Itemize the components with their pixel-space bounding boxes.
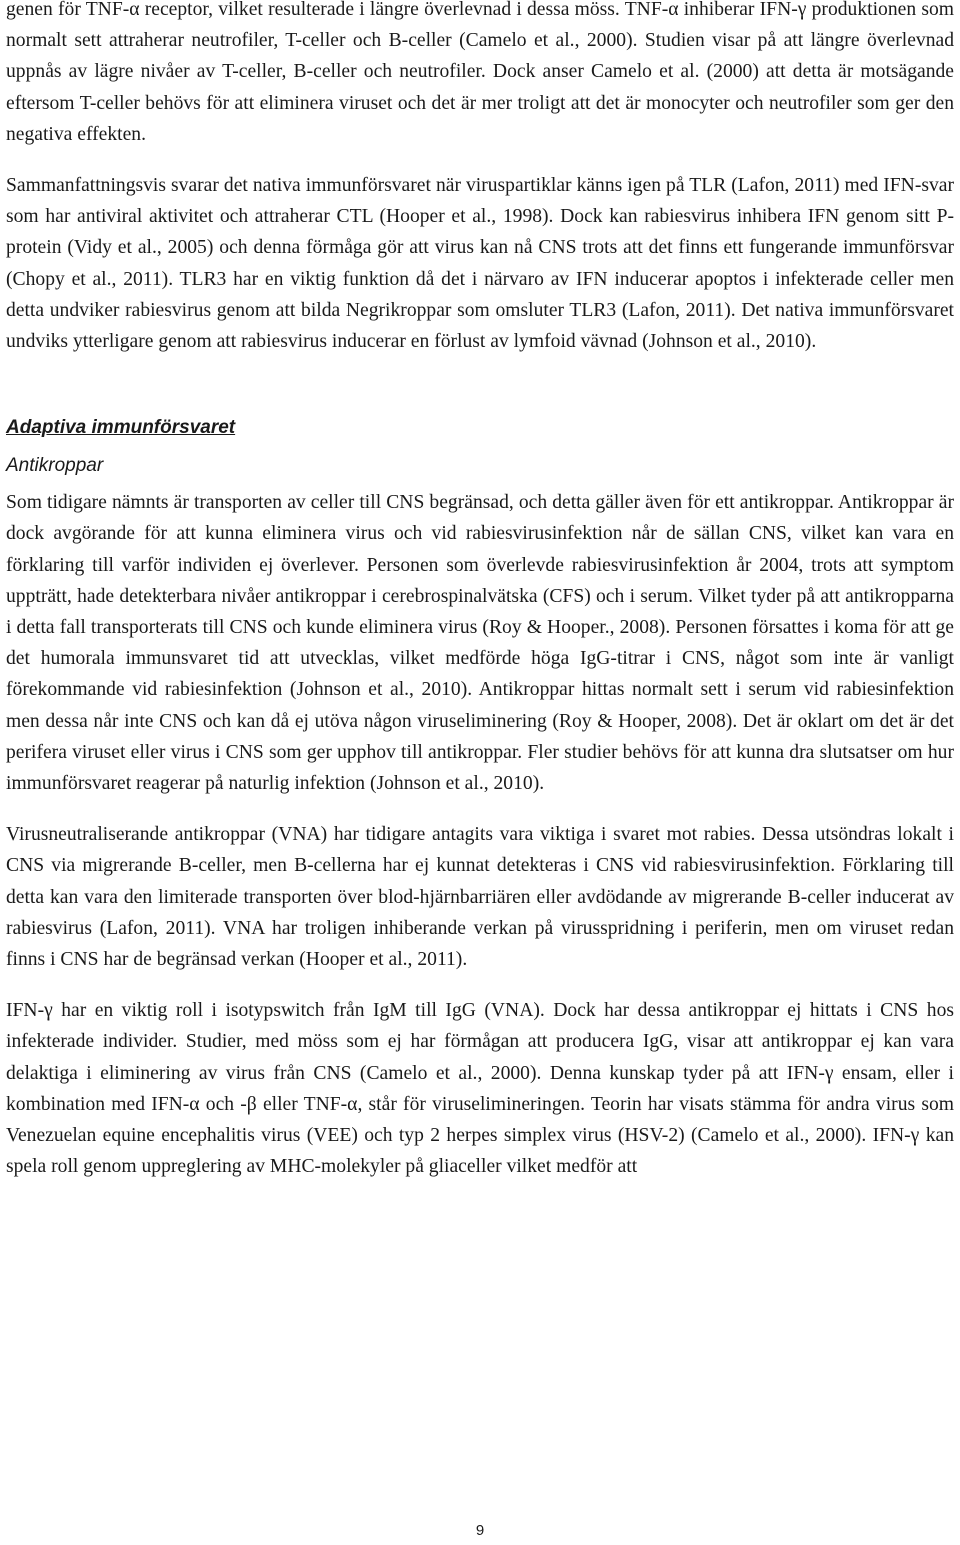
- section-heading: Adaptiva immunförsvaret: [6, 417, 236, 439]
- subsection-heading: Antikroppar: [6, 455, 104, 477]
- paragraph-ifn-gamma: IFN-γ har en viktig roll i isotypswitch från IgM till IgG (VNA). Dock har dessa antikroppar ej hittats i CNS hos infekterade individer. Studier, med möss som ej har förmågan att producera IgG, visar att antikroppar ej kan vara delaktiga i eliminering av virus från CNS (Camelo et al., 2000). Denna kunskap tyder på att IFN-γ ensam, eller i kombination med IFN-α och -β eller TNF-α, står för viruselimineringen. Teorin har visats stämma för andra virus som Venezuelan equine encephalitis virus (VEE) och typ 2 herpes simplex virus (HSV-2) (Camelo et al., 2000). IFN-γ kan spela roll genom uppreglering av MHC-molekyler på gliaceller vilket medför att: [6, 1000, 954, 1178]
- page-number: 9: [475, 1522, 485, 1539]
- document-page: [6, 0, 954, 1183]
- paragraph-vna: Virusneutraliserande antikroppar (VNA) har tidigare antagits vara viktiga i svaret mot rabies. Dessa utsöndras lokalt i CNS via migrerande B-celler, men B-cellerna har ej kunnat detekteras i CNS vid rabiesvirusinfektion. Förklaring till detta kan vara den limiterade transporten över blod-hjärnbarriären eller avdödande av migrerande B-celler inducerat av rabiesvirus (Lafon, 2011). VNA har troligen inhiberande verkan på virusspridning i periferin, men om viruset redan finns i CNS har de begränsad verkan (Hooper et al., 2011).: [6, 824, 954, 971]
- paragraph-antibodies: Som tidigare nämnts är transporten av celler till CNS begränsad, och detta gäller även för ett antikroppar. Antikroppar är dock avgörande för att kunna eliminera virus och vid rabiesvirusinfektion når de sällan CNS, vilket kan vara en förklaring till varför individen ej överlever. Personen som överlevde rabiesvirusinfektion år 2004, trots att symptom uppträtt, hade detekterbara nivåer antikroppar i cerebrospinalvätska (CFS) och i serum. Vilket tyder på att antikropparna i detta fall transporterats till CNS och kunde eliminera virus (Roy & Hooper., 2008). Personen försattes i koma för att ge det humorala immunsvaret tid att utvecklas, vilket medförde höga IgG-titrar i CNS, något som inte är vanligt förekommande vid rabiesinfektion (Johnson et al., 2010). Antikroppar hittas normalt sett i serum vid rabiesinfektion men dessa når inte CNS och kan då ej utöva någon viruseliminering (Roy & Hooper, 2008). Det är oklart om det är det perifera viruset eller virus i CNS som ger upphov till antikroppar. Fler studier behövs för att kunna dra slutsatser om hur immunförsvaret reagerar på naturlig infektion (Johnson et al., 2010).: [6, 492, 954, 795]
- paragraph-tnf-alpha: genen för TNF-α receptor, vilket resulterade i längre överlevnad i dessa möss. TNF-α inhiberar IFN-γ produktionen som normalt sett attraherar neutrofiler, T-celler och B-celler (Camelo et al., 2000). Studien visar på att längre överlevnad uppnås av lägre nivåer av T-celler, B-celler och neutrofiler. Dock anser Camelo et al. (2000) att detta är motsägande eftersom T-celler behövs för att eliminera viruset och det är mer troligt att det är monocyter och neutrofiler som ger den negativa effekten.: [6, 0, 954, 145]
- paragraph-summary-innate: Sammanfattningsvis svarar det nativa immunförsvaret när viruspartiklar känns igen på TLR (Lafon, 2011) med IFN-svar som har antiviral aktivitet och attraherar CTL (Hooper et al., 1998). Dock kan rabiesvirus inhibera IFN genom sitt P-protein (Vidy et al., 2005) och denna förmåga gör att virus kan nå CNS trots att det finns ett fungerande immunförsvar (Chopy et al., 2011). TLR3 har en viktig funktion då det i närvaro av IFN inducerar apoptos i infekterade celler men detta undviker rabiesvirus genom att bilda Negrikroppar som omsluter TLR3 (Lafon, 2011). Det nativa immunförsvaret undviks ytterligare genom att rabiesvirus inducerar en förlust av lymfoid vävnad (Johnson et al., 2010).: [6, 175, 954, 353]
